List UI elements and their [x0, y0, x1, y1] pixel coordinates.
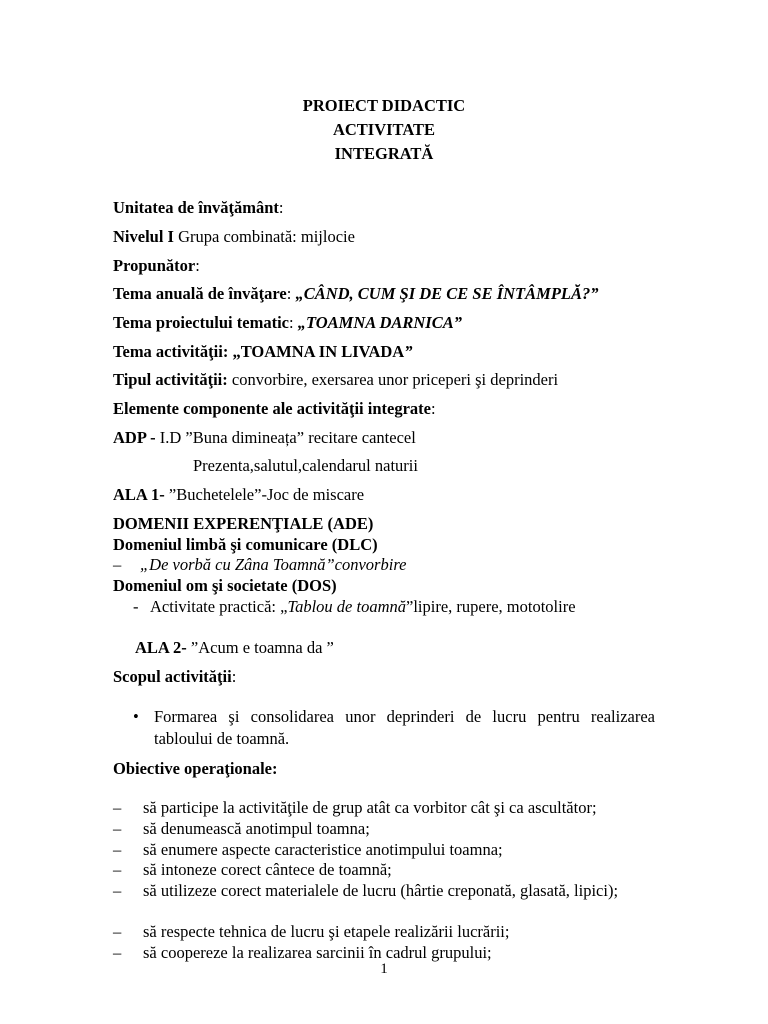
- obiectiv-item: [113, 839, 659, 860]
- dash-icon: –: [113, 881, 122, 900]
- field-ala2-value: ”Acum e toamna da ”: [190, 638, 334, 657]
- field-ala1-label: ALA 1-: [113, 485, 169, 504]
- scopul-bullet-item: [133, 706, 655, 750]
- field-propunator: [113, 256, 200, 276]
- field-tipul-label: Tipul activităţii:: [113, 370, 228, 389]
- obiectiv-text: să respecte tehnica de lucru şi etapele realizării lucrării;: [143, 922, 510, 941]
- field-propunator-colon: :: [195, 256, 200, 275]
- field-elemente-label: Elemente componente ale activităţii integrate: [113, 399, 431, 418]
- obiectiv-text: să utilizeze corect materialele de lucru (hârtie creponată, glasată, lipici);: [143, 881, 619, 900]
- field-unitatea-colon: :: [278, 198, 284, 217]
- field-adp-label: ADP -: [113, 428, 160, 447]
- domeniu-dlc: Domeniul limbă şi comunicare (DLC): [113, 535, 378, 554]
- obiectiv-text: să participe la activităţile de grup atât ca vorbitor cât şi ca ascultător;: [143, 798, 597, 817]
- field-nivelul-value: Grupa combinată: mijlocie: [173, 227, 355, 246]
- field-unitatea: [113, 198, 284, 218]
- domeniu-dlc-dash: –: [113, 555, 122, 574]
- dash-icon: –: [113, 840, 122, 859]
- field-tema-proiect: [113, 313, 462, 333]
- dash-icon: –: [113, 943, 122, 962]
- field-tema-anuala-value: „CÂND, CUM ŞI DE CE SE ÎNTÂMPLĂ?”: [295, 284, 599, 303]
- dash-icon: –: [113, 798, 122, 817]
- domeniu-dlc-item-text: „De vorbă cu Zâna Toamnă”convorbire: [140, 555, 407, 574]
- obiectiv-text: să denumească anotimpul toamna;: [143, 819, 370, 838]
- field-scopul-label: Scopul activităţii: [113, 667, 232, 686]
- domeniu-dos-item-italic: Tablou de toamnă: [287, 597, 407, 616]
- scopul-bullet-text: Formarea şi consolidarea unor deprinderi de lucru pentru realizarea tabloului de toamnă.: [154, 707, 655, 748]
- field-adp: [113, 428, 416, 448]
- dash-icon: –: [113, 819, 122, 838]
- field-tema-proiect-value: „TOAMNA DARNICA”: [297, 313, 462, 332]
- document-title: [0, 94, 768, 166]
- domeniu-dos-item-prefix: Activitate practică: „: [150, 597, 288, 616]
- field-tema-activitatii-label: Tema activităţii: „TOAMNA IN LIVADA: [113, 342, 405, 361]
- field-adp-line2: Prezenta,salutul,calendarul naturii: [193, 456, 418, 475]
- obiectiv-item: [113, 797, 659, 818]
- field-nivelul: [113, 227, 355, 247]
- field-ala2-label: ALA 2-: [135, 638, 191, 657]
- field-tema-anuala-colon: :: [286, 284, 296, 303]
- domeniu-dos-item-suffix: ”lipire, rupere, mototolire: [406, 597, 576, 616]
- field-scopul: [113, 667, 236, 687]
- field-tema-activitatii-close: ”: [404, 342, 413, 361]
- domeniu-dos-dash: -: [133, 597, 139, 616]
- obiectiv-item: [113, 921, 659, 942]
- obiectiv-item: [113, 942, 659, 963]
- obiectiv-text: să enumere aspecte caracteristice anotimpului toamna;: [143, 840, 503, 859]
- field-elemente-colon: :: [431, 399, 436, 418]
- field-scopul-colon: :: [231, 667, 237, 686]
- field-elemente: [113, 399, 436, 419]
- field-tema-proiect-label: Tema proiectului tematic: [113, 313, 289, 332]
- field-ala1: [113, 485, 364, 505]
- page-number: 1: [380, 961, 388, 977]
- field-tema-anuala: [113, 284, 598, 304]
- title-line-3: INTEGRATĂ: [334, 144, 434, 163]
- obiectiv-text: să intoneze corect cântece de toamnă;: [143, 860, 392, 879]
- field-ala1-value: ”Buchetelele”-Joc de miscare: [168, 485, 365, 504]
- obiectiv-item: [113, 818, 659, 839]
- field-tema-anuala-label: Tema anuală de învăţare: [113, 284, 287, 303]
- bullet-icon: •: [133, 707, 139, 726]
- field-unitatea-label: Unitatea de învăţământ: [113, 198, 279, 217]
- field-nivelul-label: Nivelul I: [113, 227, 174, 246]
- title-line-1: PROIECT DIDACTIC: [302, 96, 466, 115]
- field-ala2: [135, 638, 334, 658]
- field-tipul: [113, 370, 558, 390]
- title-line-2: ACTIVITATE: [332, 120, 436, 139]
- field-tema-proiect-colon: :: [288, 313, 298, 332]
- obiectiv-item: [113, 859, 659, 880]
- field-tipul-value: convorbire, exersarea unor priceperi şi deprinderi: [227, 370, 559, 389]
- domenii-heading: DOMENII EXPERENŢIALE (ADE): [113, 514, 374, 533]
- dash-icon: –: [113, 922, 122, 941]
- domeniu-dlc-item: [113, 555, 406, 575]
- domeniu-dos: Domeniul om şi societate (DOS): [113, 576, 337, 595]
- obiectiv-text: să coopereze la realizarea sarcinii în cadrul grupului;: [143, 943, 492, 962]
- field-adp-value: I.D ”Buna dimineața” recitare cantecel: [159, 428, 416, 447]
- field-tema-activitatii: [113, 342, 412, 362]
- obiective-heading: Obiective operaţionale:: [113, 759, 278, 778]
- dash-icon: –: [113, 860, 122, 879]
- domeniu-dos-item: [113, 597, 576, 617]
- field-propunator-label: Propunător: [113, 256, 196, 275]
- obiectiv-item: [113, 880, 659, 901]
